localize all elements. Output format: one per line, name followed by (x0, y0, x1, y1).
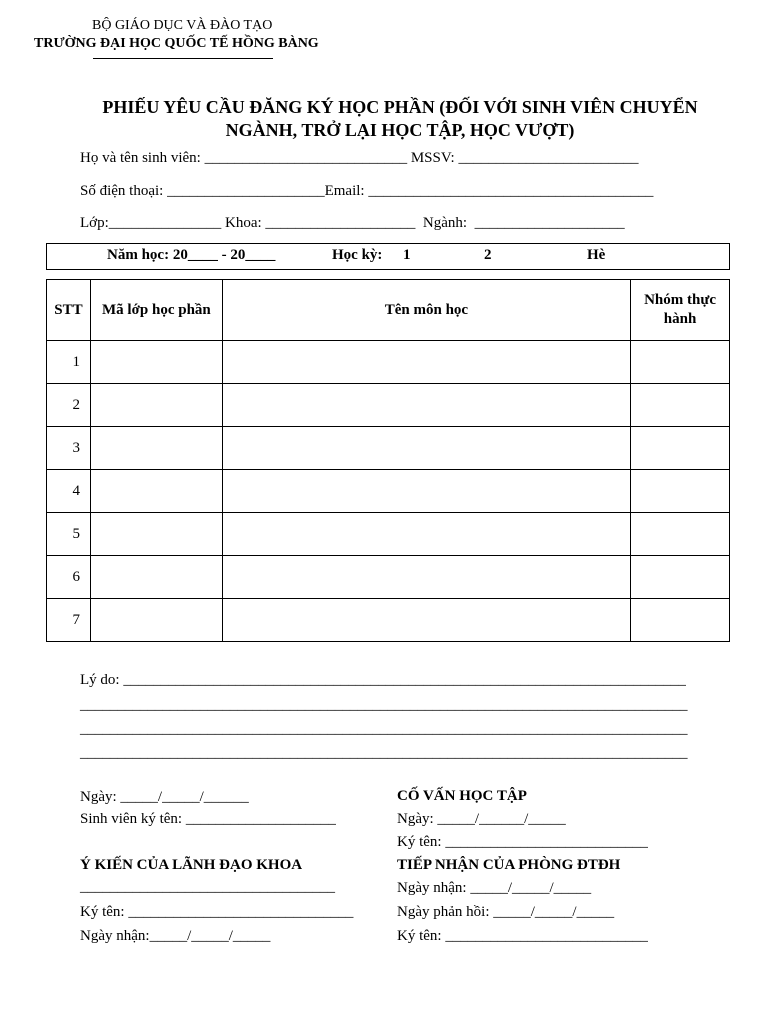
table-header-row (47, 280, 730, 341)
office-reply-date-field[interactable]: Ngày phản hồi: _____/_____/_____ (397, 904, 615, 920)
form-title (40, 96, 760, 142)
advisor-section-title: CỐ VẤN HỌC TẬP (397, 788, 527, 804)
class-code-cell[interactable] (90, 470, 222, 513)
semester-option-2[interactable]: 2 (484, 247, 492, 263)
academic-year-field[interactable]: Năm học: 20____ - 20____ (107, 247, 276, 263)
practice-group-cell[interactable] (631, 513, 730, 556)
practice-group-cell[interactable] (631, 341, 730, 384)
advisor-date-field[interactable]: Ngày: _____/______/_____ (397, 811, 566, 827)
course-name-cell[interactable] (222, 341, 630, 384)
reason-line[interactable]: _________________________________________________________________________________ (80, 745, 688, 761)
class-code-cell[interactable] (90, 599, 222, 642)
table-row (47, 556, 730, 599)
course-table (46, 279, 730, 642)
course-name-cell[interactable] (222, 556, 630, 599)
reason-field[interactable]: Lý do: ___________________________________________________________________________ (80, 672, 686, 688)
row-number: 1 (47, 341, 91, 384)
row-number: 7 (47, 599, 91, 642)
dean-section-title: Ý KIẾN CỦA LÃNH ĐẠO KHOA (80, 857, 303, 873)
table-row (47, 341, 730, 384)
practice-group-cell[interactable] (631, 556, 730, 599)
office-received-date-field[interactable]: Ngày nhận: _____/_____/_____ (397, 880, 592, 896)
dean-received-date-field[interactable]: Ngày nhận:_____/_____/_____ (80, 928, 271, 944)
class-code-cell[interactable] (90, 384, 222, 427)
semester-label: Học kỳ: (332, 247, 383, 263)
class-code-cell[interactable] (90, 513, 222, 556)
student-date-field[interactable]: Ngày: _____/_____/______ (80, 789, 249, 805)
row-number: 5 (47, 513, 91, 556)
phone-email-field[interactable]: Số điện thoại: _____________________Email: ______________________________________ (80, 183, 654, 199)
course-name-cell[interactable] (222, 384, 630, 427)
form-title-line-2: NGÀNH, TRỞ LẠI HỌC TẬP, HỌC VƯỢT) (225, 120, 575, 140)
table-row (47, 513, 730, 556)
class-faculty-major-field[interactable]: Lớp:_______________ Khoa: ____________________ Ngành: ____________________ (80, 215, 625, 231)
term-box (46, 243, 730, 270)
reason-line[interactable]: _________________________________________________________________________________ (80, 721, 688, 737)
advisor-signature-field[interactable]: Ký tên: ___________________________ (397, 834, 648, 850)
table-row (47, 470, 730, 513)
university-name: TRƯỜNG ĐẠI HỌC QUỐC TẾ HỒNG BÀNG (34, 36, 319, 51)
row-number: 6 (47, 556, 91, 599)
practice-group-cell[interactable] (631, 470, 730, 513)
table-row (47, 427, 730, 470)
student-signature-field[interactable]: Sinh viên ký tên: ____________________ (80, 811, 336, 827)
practice-group-cell[interactable] (631, 384, 730, 427)
column-header-course-name: Tên môn học (222, 280, 630, 341)
header-underline (93, 58, 273, 59)
column-header-class-code: Mã lớp học phần (90, 280, 222, 341)
semester-option-1[interactable]: 1 (403, 247, 411, 263)
column-header-stt: STT (47, 280, 91, 341)
course-name-cell[interactable] (222, 599, 630, 642)
dean-opinion-line[interactable]: __________________________________ (80, 879, 335, 895)
course-name-cell[interactable] (222, 427, 630, 470)
semester-option-summer[interactable]: Hè (587, 247, 606, 263)
dean-signature-field[interactable]: Ký tên: ______________________________ (80, 904, 354, 920)
class-code-cell[interactable] (90, 556, 222, 599)
class-code-cell[interactable] (90, 427, 222, 470)
practice-group-cell[interactable] (631, 599, 730, 642)
ministry-name: BỘ GIÁO DỤC VÀ ĐÀO TẠO (92, 18, 273, 33)
row-number: 4 (47, 470, 91, 513)
course-name-cell[interactable] (222, 470, 630, 513)
office-section-title: TIẾP NHẬN CỦA PHÒNG ĐTĐH (397, 857, 621, 873)
row-number: 3 (47, 427, 91, 470)
practice-group-cell[interactable] (631, 427, 730, 470)
row-number: 2 (47, 384, 91, 427)
table-row (47, 599, 730, 642)
class-code-cell[interactable] (90, 341, 222, 384)
column-header-practice-group: Nhóm thực hành (631, 280, 730, 341)
office-signature-field[interactable]: Ký tên: ___________________________ (397, 928, 648, 944)
student-name-field[interactable]: Họ và tên sinh viên: ___________________________ MSSV: ________________________ (80, 150, 639, 166)
reason-line[interactable]: _________________________________________________________________________________ (80, 697, 688, 713)
course-name-cell[interactable] (222, 513, 630, 556)
form-title-line-1: PHIẾU YÊU CẦU ĐĂNG KÝ HỌC PHẦN (ĐỐI VỚI SINH VIÊN CHUYỂN (102, 97, 698, 117)
table-row (47, 384, 730, 427)
